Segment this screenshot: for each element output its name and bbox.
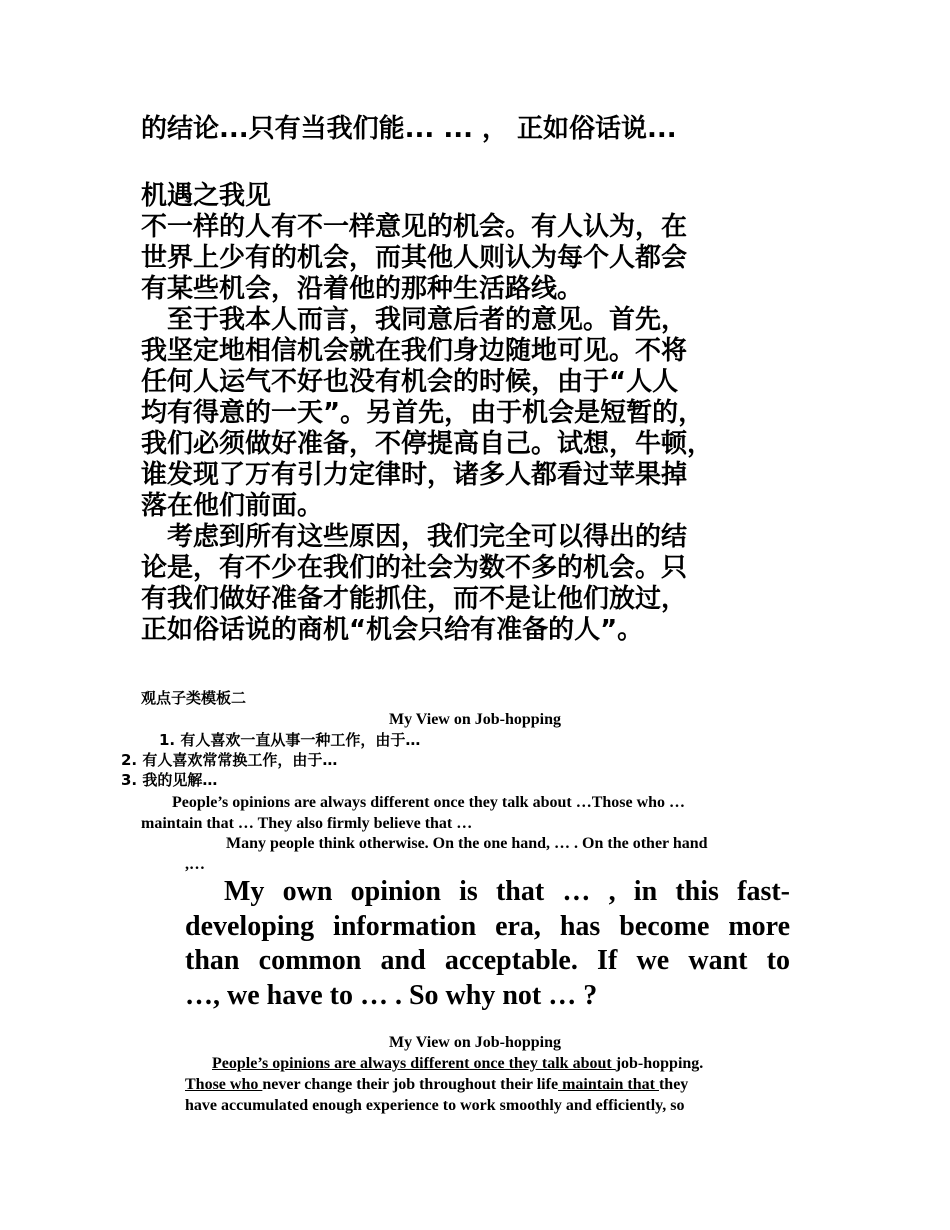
essay-line: 有某些机会，沿着他的那种生活路线。 <box>141 274 584 304</box>
top-line: 的结论...只有当我们能... ... ， 正如俗话说... <box>141 114 677 144</box>
sample-title: My View on Job-hopping <box>388 1034 562 1051</box>
opinion-line: …, we have to … . So why not … ? <box>185 979 598 1011</box>
sample-line3: have accumulated enough experience to work smoothly and efficiently, so <box>185 1097 685 1114</box>
essay-line: 我坚定地相信机会就在我们身边随地可见。不将 <box>141 336 688 366</box>
list-item: 1. 有人喜欢一直从事一种工作，由于… <box>159 731 421 749</box>
essay-line: 我们必须做好准备，不停提高自己。试想，牛顿， <box>141 429 714 459</box>
opinion-line: developing information era, has become more <box>185 910 790 942</box>
para1-line1: People’s opinions are always different once they talk about …Those who … <box>172 794 686 811</box>
essay-line: 不一样的人有不一样意见的机会。有人认为，在 <box>141 212 688 242</box>
opinion-line: than common and acceptable. If we want to <box>185 945 790 976</box>
sample-line1 <box>212 1053 703 1074</box>
sample-line2 <box>185 1074 688 1095</box>
essay-line: 有我们做好准备才能抓住，而不是让他们放过， <box>141 584 688 614</box>
essay-line: 正如俗话说的商机“机会只给有准备的人”。 <box>141 615 644 645</box>
essay-line: 均有得意的一天”。另首先，由于机会是短暂的， <box>141 398 705 428</box>
opinion-line: My own opinion is that … , in this fast- <box>224 876 790 907</box>
template-title: My View on Job-hopping <box>388 711 562 728</box>
content-text: never change their job throughout their life <box>262 1076 559 1093</box>
essay-body <box>141 212 841 646</box>
essay-line: 任何人运气不好也没有机会的时候，由于“人人 <box>141 367 679 397</box>
template-phrase: People’s opinions are always different once they talk about <box>212 1055 616 1072</box>
list-item: 3. 我的见解… <box>121 771 218 789</box>
list-item: 2. 有人喜欢常常换工作，由于… <box>121 751 338 769</box>
opinion-paragraph <box>185 875 790 1013</box>
para1-line2: maintain that … They also firmly believe that … <box>141 815 473 832</box>
content-text: they <box>658 1076 689 1093</box>
essay-line: 世界上少有的机会，而其他人则认为每个人都会 <box>141 243 688 273</box>
template-phrase: Those who <box>185 1076 263 1093</box>
essay-line: 论是，有不少在我们的社会为数不多的机会。只 <box>141 553 688 583</box>
template-phrase: maintain that <box>558 1076 659 1093</box>
template-heading: 观点子类模板二 <box>141 689 247 707</box>
para2-line1: Many people think otherwise. On the one hand, … . On the other hand <box>226 835 708 852</box>
essay-line: 谁发现了万有引力定律时，诸多人都看过苹果掉 <box>141 460 688 490</box>
essay-line: 考虑到所有这些原因，我们完全可以得出的结 <box>141 522 688 552</box>
essay-title: 机遇之我见 <box>141 181 272 211</box>
essay-line: 落在他们前面。 <box>141 491 324 521</box>
para2-line2: ,… <box>185 856 205 873</box>
essay-line: 至于我本人而言，我同意后者的意见。首先， <box>141 305 688 335</box>
topic-text: job-hopping. <box>615 1055 704 1072</box>
